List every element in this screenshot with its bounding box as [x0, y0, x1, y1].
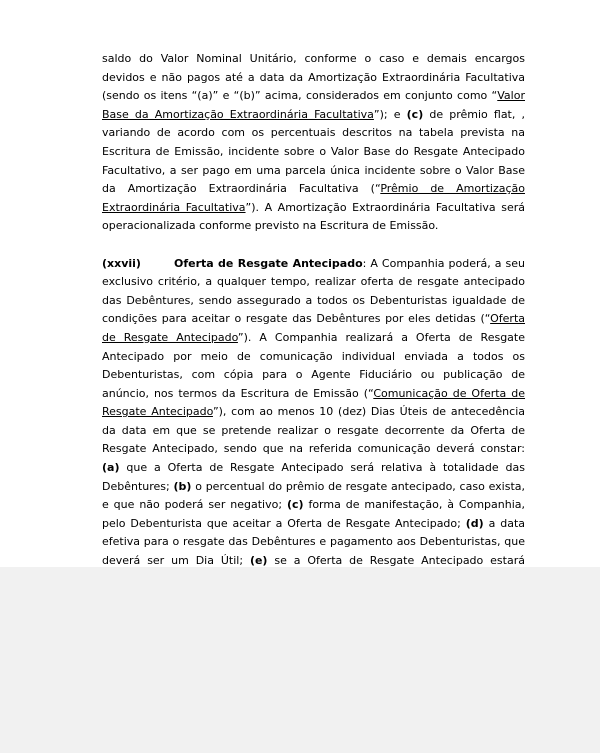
text-span: a data efetiva para o resgate das Debêntures e pagamento aos Debenturistas, que deverá ser um Dia Útil; — [102, 516, 525, 568]
text-span: de prêmio flat, , variando de acordo com os percentuais descritos na tabela prevista na Escritura de Emissão, incidente sobre o Valor Base do Resgate Antecipado Facultativo, a ser pago em uma parcela única incidente sobre o Valor Base da Amortização Extraordinária Facultativa (“ — [102, 107, 525, 196]
item-label: (c) — [286, 498, 304, 512]
text-span: saldo do Valor Nominal Unitário, conforme o caso e demais encargos devidos e não pagos até a data da Amortização Extraordinária Facultativa (sendo os itens “(a)” e “(b)” acima, considerados em conjunto como “ — [102, 52, 525, 103]
text-span: forma de manifestação, à Companhia, pelo Debenturista que aceitar a Oferta de Resgate Antecipado; — [102, 498, 525, 530]
text-span: se a Oferta de Resgate Antecipado estará — [274, 554, 525, 568]
defined-term: Prêmio de Amortização Extraordinária Facultativa — [102, 182, 525, 214]
item-label: (a) — [102, 461, 120, 475]
empty-area — [0, 567, 600, 753]
defined-term: Oferta de Resgate Antecipado — [102, 312, 525, 344]
defined-term: Valor Base da Amortização Extraordinária Facultativa — [102, 89, 525, 121]
text-span: : A Companhia poderá, a seu exclusivo critério, a qualquer tempo, realizar oferta de resgate antecipado das Debêntures, sendo assegurado a todos os Debenturistas igualdade de condições para aceitar o resgate das Debêntures por eles detidas (“ — [102, 256, 525, 326]
section-number: (xxvii) — [102, 256, 141, 270]
section-title: Oferta de Resgate Antecipado — [174, 256, 363, 270]
item-label: (c) — [406, 107, 424, 121]
paragraph-amortizacao-continuacao — [102, 50, 525, 236]
item-label: (d) — [465, 516, 484, 530]
item-label: (b) — [173, 479, 192, 493]
text-span: o percentual do prêmio de resgate antecipado, caso exista, e que não poderá ser negativo; — [102, 479, 525, 512]
text-span: ”), com ao menos 10 (dez) Dias Úteis de antecedência da data em que se pretende realizar o resgate decorrente da Oferta de Resgate Antecipado, sendo que na referida comunicação deverá constar: — [102, 405, 525, 456]
text-span: ”); e — [373, 107, 407, 121]
item-label: (e) — [249, 554, 268, 568]
text-span: ”). A Companhia realizará a Oferta de Resgate Antecipado por meio de comunicação individual enviada a todos os Debenturistas, com cópia para o Agente Fiduciário ou publicação de anúncio, nos termos da Escritura de Emissão (“ — [102, 330, 525, 400]
text-span: que a Oferta de Resgate Antecipado será relativa à totalidade das Debêntures; — [102, 461, 525, 493]
defined-term: Comunicação de Oferta de Resgate Antecipado — [102, 386, 526, 419]
text-span: ”). A Amortização Extraordinária Facultativa será operacionalizada conforme previsto na Escritura de Emissão. — [102, 200, 525, 233]
